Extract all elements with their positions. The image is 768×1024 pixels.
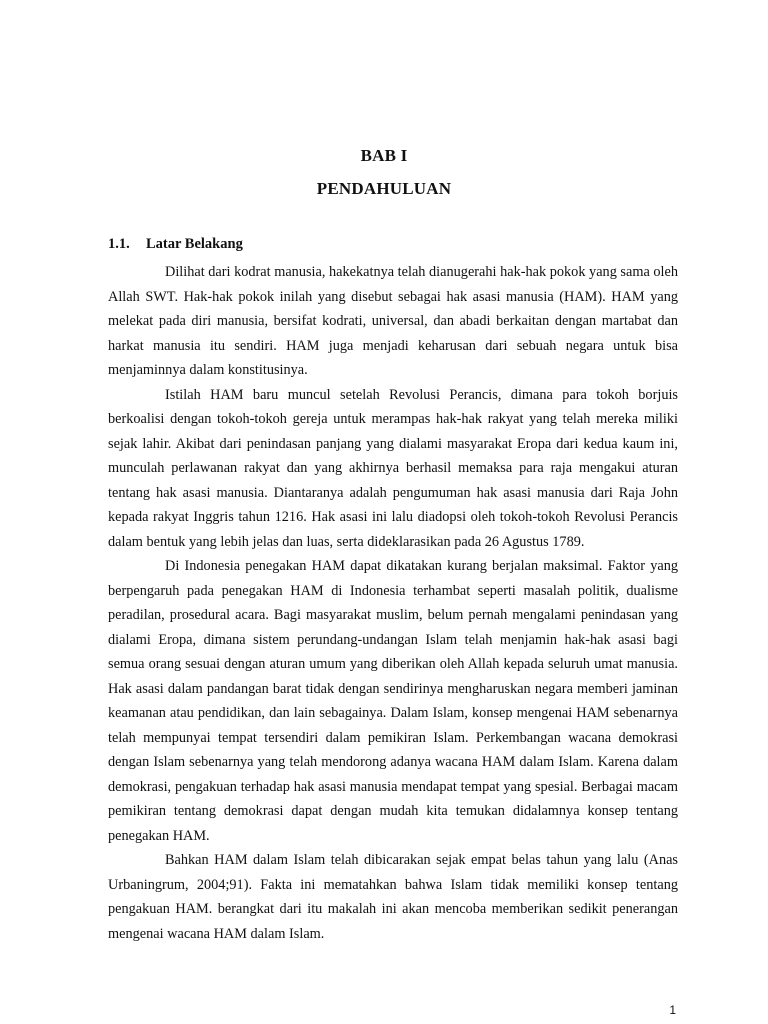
page-number: 1 [669, 1003, 676, 1017]
body-text [108, 260, 678, 946]
section-heading [108, 236, 243, 253]
chapter-title: PENDAHULUAN [316, 179, 452, 198]
paragraph-4: Bahkan HAM dalam Islam telah dibicarakan sejak empat belas tahun yang lalu (Anas Urbaningrum, 2004;91). Fakta ini mematahkan bahwa Islam tidak memiliki konsep tentang pengakuan HAM. berangkat dari itu makalah ini akan mencoba memberikan sedikit penerangan mengenai wacana HAM dalam Islam. [108, 852, 678, 942]
paragraph-1: Dilihat dari kodrat manusia, hakekatnya telah dianugerahi hak-hak pokok yang sama oleh Allah SWT. Hak-hak pokok inilah yang disebut sebagai hak asasi manusia (HAM). HAM yang melekat pada diri manusia, bersifat kodrati, universal, dan abadi berkaitan dengan martabat dan harkat manusia itu sendiri. HAM juga menjadi keharusan dari sebuah negara untuk bisa menjaminnya dalam konstitusinya. [108, 264, 678, 378]
chapter-label: BAB I [360, 146, 408, 165]
section-title: Latar Belakang [146, 236, 243, 252]
section-number: 1.1. [108, 236, 130, 252]
paragraph-3: Di Indonesia penegakan HAM dapat dikatakan kurang berjalan maksimal. Faktor yang berpengaruh pada penegakan HAM di Indonesia terhambat seperti masalah politik, dualisme peradilan, prosedural acara. Bagi masyarakat muslim, belum pernah mengalami penindasan yang dialami Eropa, dimana sistem perundang-undangan Islam telah menjamin hak-hak asasi bagi semua orang sesuai dengan aturan umum yang diberikan oleh Allah kepada seluruh umat manusia. Hak asasi dalam pandangan barat tidak dengan sendirinya mengharuskan negara memberi jaminan keamanan atau pendidikan, dan lain sebagainya. Dalam Islam, konsep mengenai HAM sebenarnya telah mempunyai tempat tersendiri dalam pemikiran Islam. Perkembangan wacana demokrasi dengan Islam sebenarnya yang telah mendorong adanya wacana HAM dalam Islam. Karena dalam demokrasi, pengakuan terhadap hak asasi manusia mendapat tempat yang spesial. Berbagai macam pemikiran tentang demokrasi dapat dengan mudah kita temukan didalamnya konsep tentang penegakan HAM. [108, 558, 678, 844]
paragraph-2: Istilah HAM baru muncul setelah Revolusi Perancis, dimana para tokoh borjuis berkoalisi dengan tokoh-tokoh gereja untuk merampas hak-hak rakyat yang telah mereka miliki sejak lahir. Akibat dari penindasan panjang yang dialami masyarakat Eropa dari kedua kaum ini, munculah perlawanan rakyat dan yang akhirnya berhasil memaksa para raja mengakui aturan tentang hak asasi manusia. Diantaranya adalah pengumuman hak asasi manusia dari Raja John kepada rakyat Inggris tahun 1216. Hak asasi ini lalu diadopsi oleh tokoh-tokoh Revolusi Perancis dalam bentuk yang lebih jelas dan luas, serta dideklarasikan pada 26 Agustus 1789. [108, 386, 678, 550]
